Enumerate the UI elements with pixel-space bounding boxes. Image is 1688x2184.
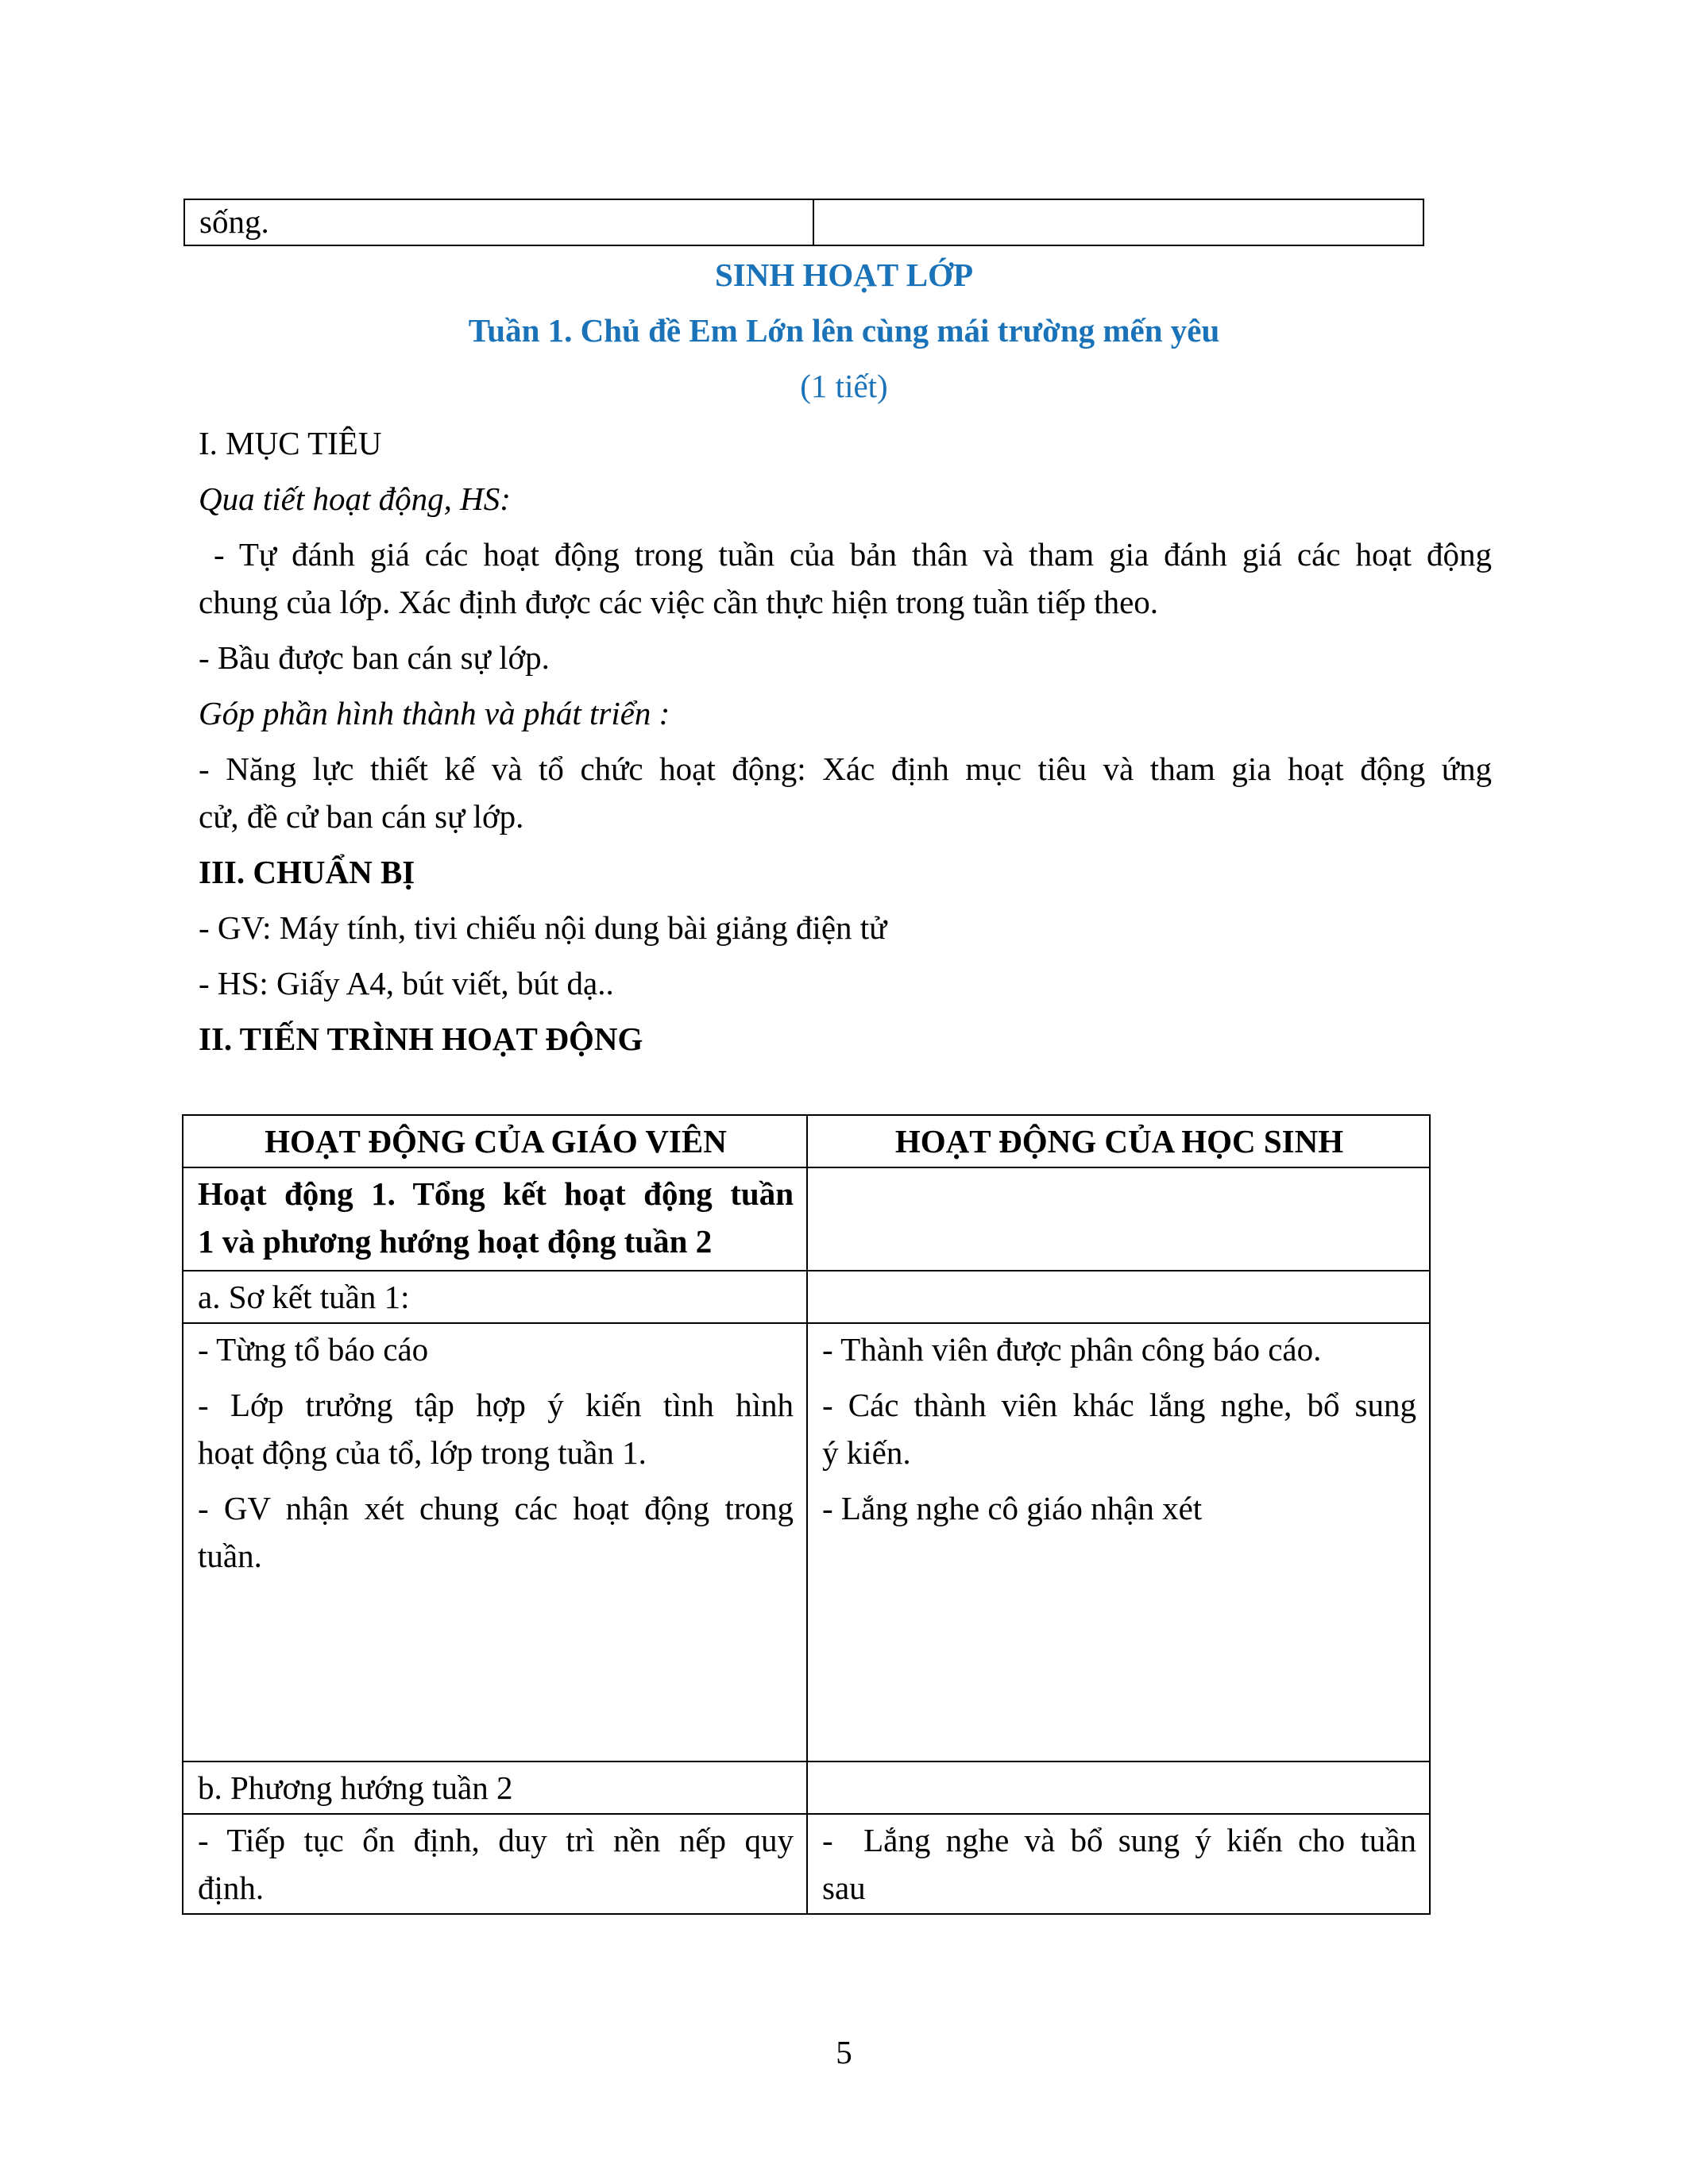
preparation-student: - HS: Giấy A4, bút viết, bút dạ..: [199, 965, 614, 1001]
continuation-table: [183, 199, 1424, 246]
table-cell: sống.: [184, 199, 813, 245]
text-line: - Tiếp tục ổn định, duy trì nền nếp quy: [198, 1822, 794, 1858]
text-line: - Các thành viên khác lắng nghe, bổ sung: [822, 1387, 1416, 1423]
preparation-teacher: - GV: Máy tính, tivi chiếu nội dung bài giảng điện tử: [199, 909, 887, 946]
table-row: [183, 1323, 1430, 1761]
part-b-label: b. Phương hướng tuần 2: [183, 1761, 807, 1814]
text-line: cử, đề cử ban cán sự lớp.: [199, 798, 524, 835]
section-heading-preparation: III. CHUẨN BỊ: [199, 854, 415, 890]
text-line: - Lớp trưởng tập hợp ý kiến tình hình: [198, 1387, 794, 1423]
table-cell: [807, 1761, 1430, 1814]
text-line: 1 và phương hướng hoạt động tuần 2: [198, 1223, 713, 1260]
text-line: - Thành viên được phân công báo cáo.: [822, 1331, 1322, 1368]
text-line: định.: [198, 1870, 265, 1906]
contribution-intro: Góp phần hình thành và phát triển :: [199, 695, 670, 731]
objective-item: - Bầu được ban cán sự lớp.: [199, 639, 550, 676]
column-header-teacher: HOẠT ĐỘNG CỦA GIÁO VIÊN: [183, 1115, 807, 1167]
activity-title-cell: [183, 1167, 807, 1271]
teacher-cell: [183, 1323, 807, 1761]
text-line: - Năng lực thiết kế và tổ chức hoạt động: Xác định mục tiêu và tham gia hoạt động ứng: [199, 751, 1492, 787]
table-row: [183, 1271, 1430, 1323]
text-line: Hoạt động 1. Tổng kết hoạt động tuần: [198, 1175, 794, 1212]
table-cell: [807, 1167, 1430, 1271]
activity-table: [182, 1114, 1431, 1915]
text-line: chung của lớp. Xác định được các việc cần thực hiện trong tuần tiếp theo.: [199, 584, 1159, 620]
text-line: - Tự đánh giá các hoạt động trong tuần của bản thân và tham gia đánh giá các hoạt động: [199, 536, 1492, 573]
text-line: - Từng tổ báo cáo: [198, 1331, 429, 1368]
table-cell: [813, 199, 1423, 245]
table-row: [184, 199, 1423, 245]
objectives-intro: Qua tiết hoạt động, HS:: [199, 480, 511, 517]
text-line: - GV nhận xét chung các hoạt động trong: [198, 1490, 794, 1526]
table-row: [183, 1167, 1430, 1271]
table-row: [183, 1814, 1430, 1914]
text-line: tuần.: [198, 1538, 262, 1574]
text-line: - Lắng nghe cô giáo nhận xét: [822, 1490, 1203, 1526]
text-line: ý kiến.: [822, 1434, 911, 1471]
duration-label: (1 tiết): [800, 368, 888, 404]
objective-item: [199, 745, 1492, 840]
page-number: 5: [836, 2034, 852, 2070]
teacher-cell: [183, 1814, 807, 1914]
table-cell: [807, 1271, 1430, 1323]
text-line: - Lắng nghe và bổ sung ý kiến cho tuần: [822, 1822, 1416, 1858]
column-header-student: HOẠT ĐỘNG CỦA HỌC SINH: [807, 1115, 1430, 1167]
text-line: sau: [822, 1870, 866, 1906]
table-row: [183, 1761, 1430, 1814]
table-header-row: [183, 1115, 1430, 1167]
page-subtitle: Tuần 1. Chủ đề Em Lớn lên cùng mái trường mến yêu: [468, 312, 1220, 349]
student-cell: [807, 1814, 1430, 1914]
text-line: hoạt động của tổ, lớp trong tuần 1.: [198, 1434, 647, 1471]
section-heading-process: II. TIẾN TRÌNH HOẠT ĐỘNG: [199, 1021, 643, 1057]
student-cell: [807, 1323, 1430, 1761]
page-title: SINH HOẠT LỚP: [714, 257, 974, 293]
part-a-label: a. Sơ kết tuần 1:: [183, 1271, 807, 1323]
objective-item: [199, 531, 1492, 626]
section-heading-objectives: I. MỤC TIÊU: [199, 425, 382, 461]
